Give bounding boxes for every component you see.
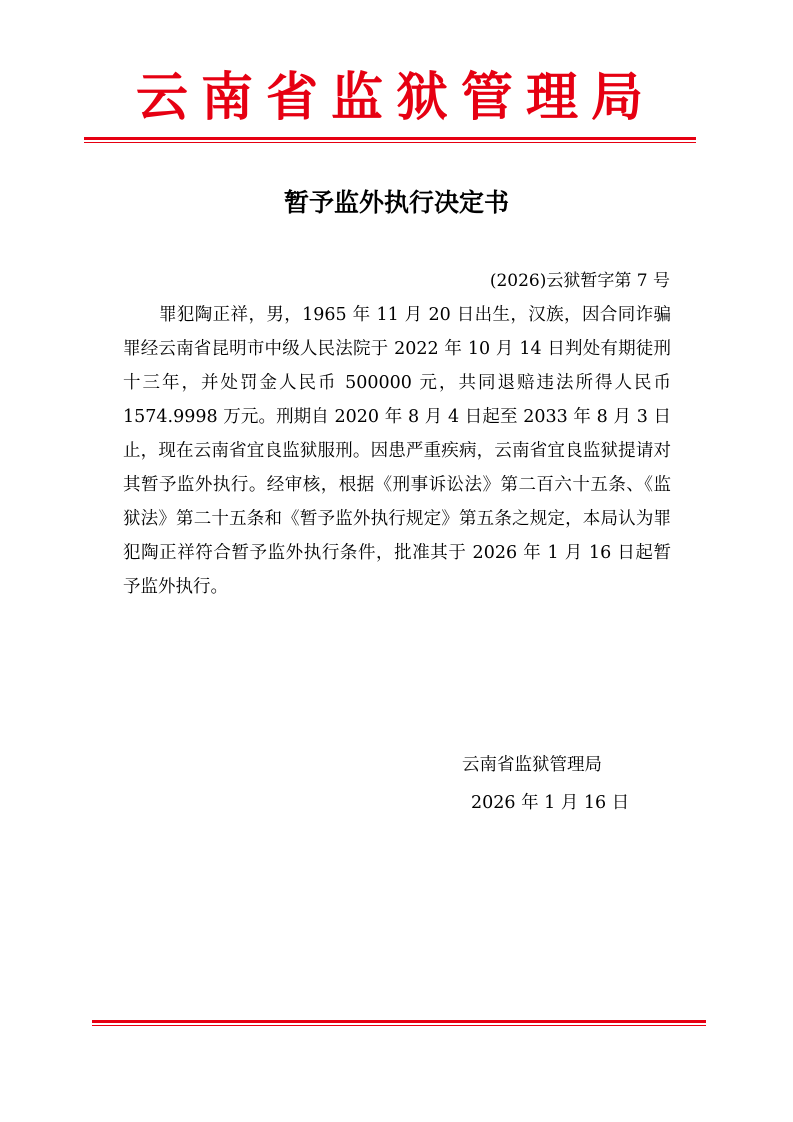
document-body: 罪犯陶正祥，男，1965 年 11 月 20 日出生，汉族，因合同诈骗罪经云南省昆明市中级人民法院于 2022 年 10 月 14 日判处有期徒刑十三年，并处罚金人民币 500000 元，共同退赔违法所得人民币 1574.9998 万元。刑期自 2020 年 8 月 4 日起至 2033 年 8 月 3 日止，现在云南省宜良监狱服刑。因患严重疾病，云南省宜良监狱提请对其暂予监外执行。经审核，根据《刑事诉讼法》第二百六十五条、《监狱法》第二十五条和《暂予监外执行规定》第五条之规定，本局认为罪犯陶正祥符合暂予监外执行条件，批准其于 2026 年 1 月 16 日起暂予监外执行。 — [123, 305, 671, 597]
signature-date: 2026 年 1 月 16 日 — [471, 793, 630, 813]
document-number: (2026)云狱暂字第 7 号 — [489, 271, 670, 291]
document-title: 暂予监外执行决定书 — [283, 188, 509, 217]
footer-divider-thick — [92, 1020, 706, 1023]
header-divider-thick — [84, 137, 696, 140]
footer-divider-thin — [92, 1025, 706, 1026]
issuing-authority-header: 云南省监狱管理局 — [135, 68, 656, 128]
signature-organization: 云南省监狱管理局 — [462, 755, 602, 775]
header-divider-thin — [84, 142, 696, 143]
